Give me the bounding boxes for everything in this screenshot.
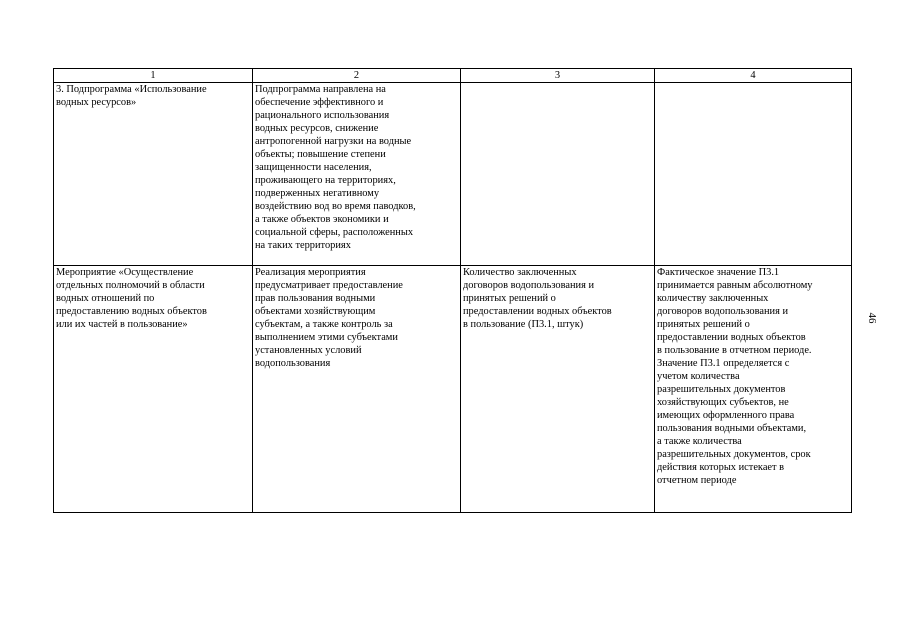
table-cell — [54, 266, 253, 513]
table-cell — [461, 266, 655, 513]
table-cell — [461, 83, 655, 266]
table-cell — [54, 83, 253, 266]
column-header-3: 3 — [461, 69, 655, 83]
header-row — [54, 69, 852, 83]
measure-description: Реализация мероприятия предусматривает предоставление прав пользования водными объектами хозяйствующим субъектам, а также контроль за выполнением этими субъектами установленных условий водопользования — [255, 267, 403, 369]
column-header-2: 2 — [253, 69, 461, 83]
table-row — [54, 83, 852, 266]
subprogram-description: Подпрограмма направлена на обеспечение эффективного и рационального использования водных ресурсов, снижение антропогенной нагрузки на водные объекты; повышение степени защищенности населения, проживающего на территориях, подверженных негативному воздействию вод во время паводков, а также объектов экономики и социальной сферы, расположенных на таких территориях — [255, 84, 416, 251]
subprogram-title: 3. Подпрограмма «Использование водных ресурсов» — [56, 84, 207, 108]
calculation-cell: Фактическое значение П3.1 принимается равным абсолютному количеству заключенных договоров водопользования и принятых решений о предоставлении водных объектов в пользование в отчетном периоде. Значение П3.1 определяется с учетом количества разрешительных документов хозяйствующих субъектов, не имеющих оформленного права пользования водными объектами, а также количества разрешительных документов, срок действия которых истекает в отчетном периоде — [657, 267, 813, 486]
measure-title: Мероприятие «Осуществление отдельных полномочий в области водных отношений по предоставлению водных объектов или их частей в пользование» — [56, 267, 207, 330]
table-cell — [253, 83, 461, 266]
indicator-cell: Количество заключенных договоров водопользования и принятых решений о предоставлении водных объектов в пользование (П3.1, штук) — [463, 267, 612, 330]
table-cell — [253, 266, 461, 513]
table-row — [54, 266, 852, 513]
document-table — [53, 68, 852, 513]
table-cell — [655, 266, 852, 513]
table-cell — [655, 83, 852, 266]
column-header-1: 1 — [54, 69, 253, 83]
column-header-4: 4 — [655, 69, 852, 83]
page-number: 46 — [866, 312, 878, 324]
